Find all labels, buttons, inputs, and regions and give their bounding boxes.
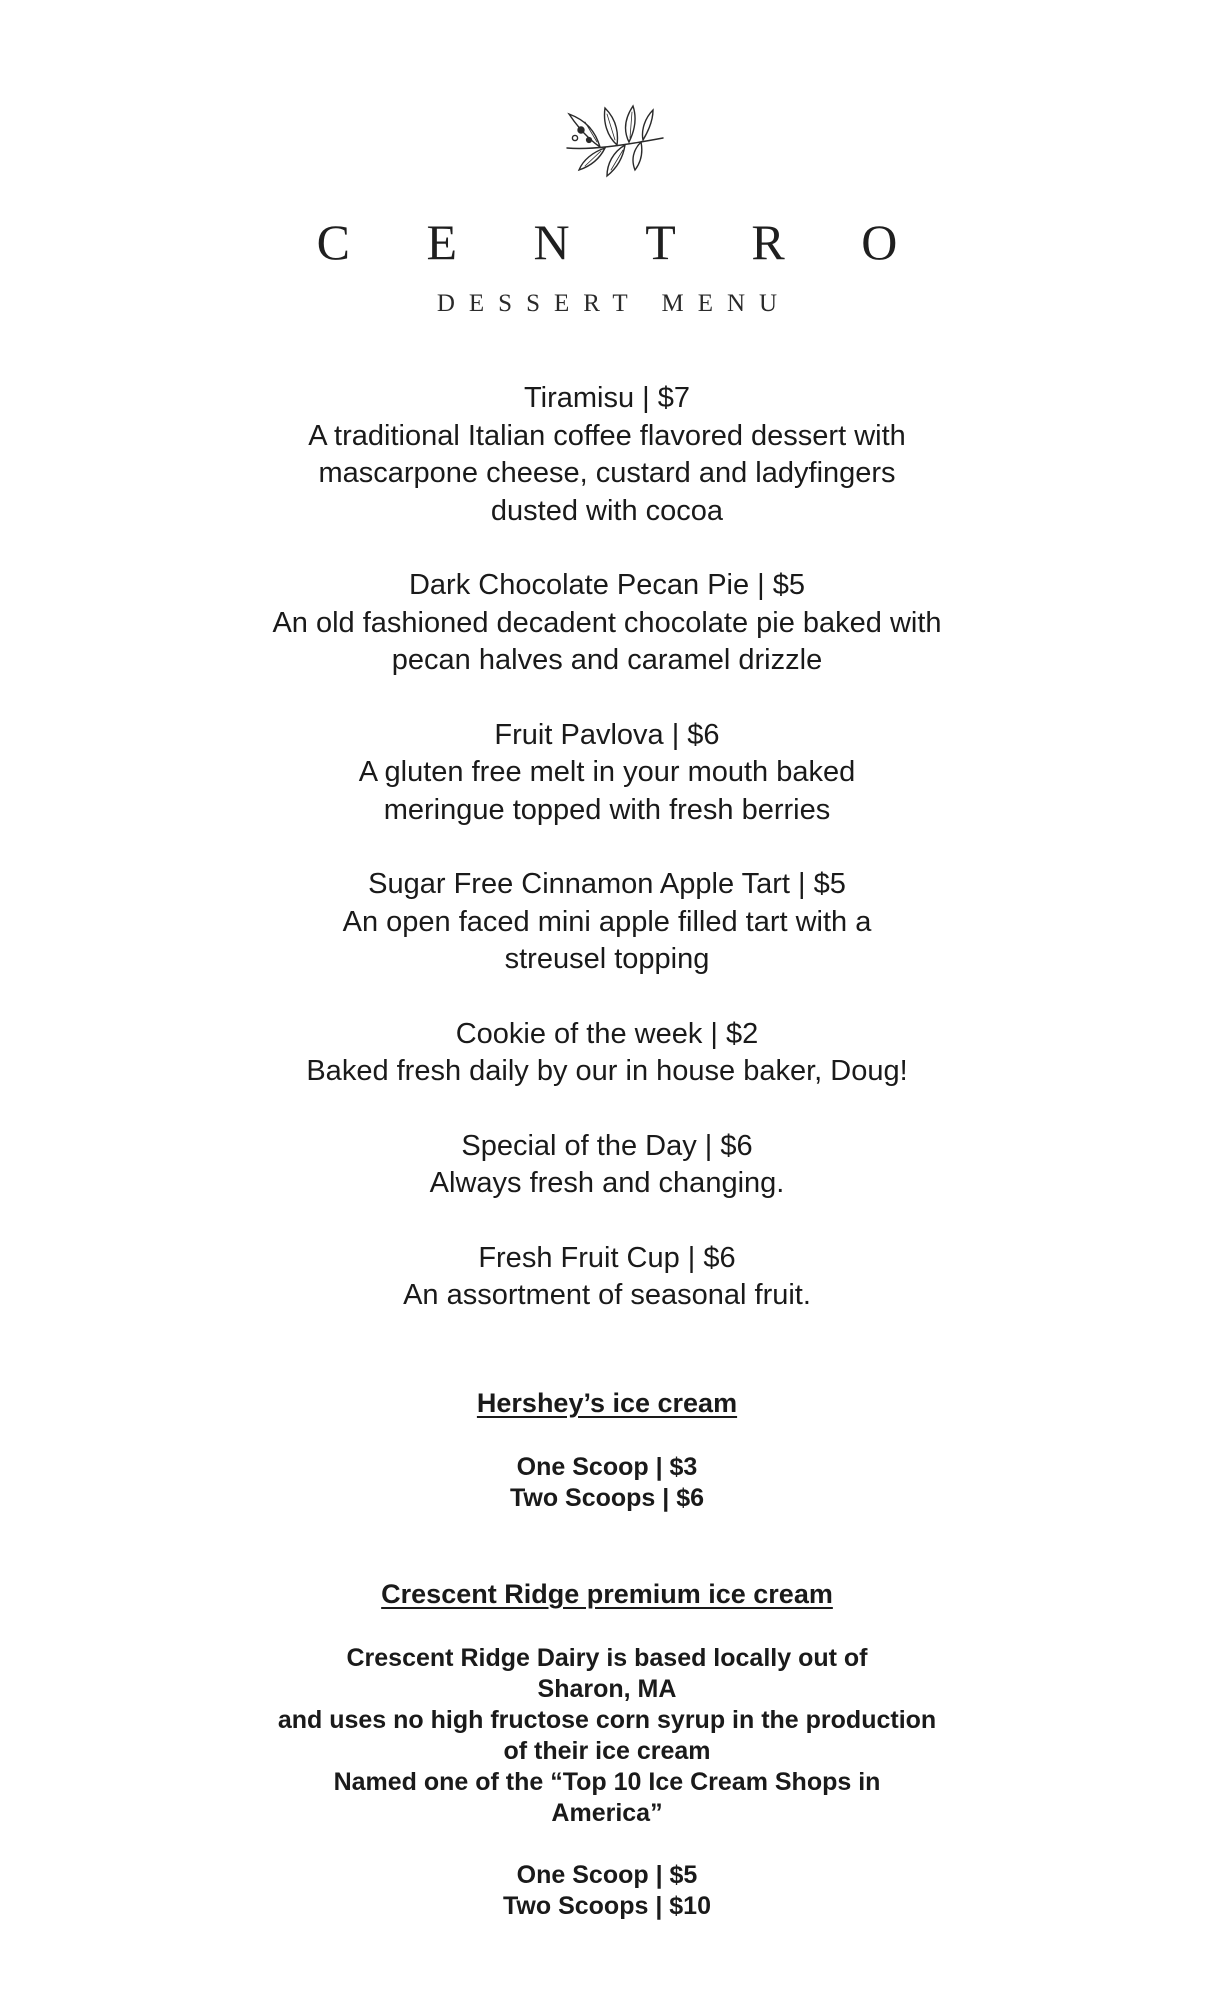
- item-title: Fresh Fruit Cup | $6: [478, 1241, 736, 1274]
- menu-item-apple-tart: [0, 866, 1214, 979]
- hershey-section: [0, 1388, 1214, 1514]
- brand-title: C E N T R O: [316, 214, 930, 270]
- item-title: Sugar Free Cinnamon Apple Tart | $5: [368, 868, 846, 900]
- menu-item-special: [0, 1128, 1214, 1203]
- hershey-one-scoop: One Scoop | $3: [516, 1453, 698, 1481]
- olive-branch-icon: [545, 100, 675, 180]
- dessert-items-list: [0, 380, 1214, 1352]
- crescent-heading: Crescent Ridge premium ice cream: [381, 1579, 833, 1609]
- item-description: Baked fresh daily by our in house baker, Doug!: [306, 1055, 908, 1087]
- menu-subtitle: DESSERT MENU: [436, 290, 792, 317]
- crescent-description-2: and uses no high fructose corn syrup in the production of their ice cream: [277, 1706, 937, 1765]
- menu-item-cookie: [0, 1016, 1214, 1091]
- menu-item-fruit-cup: [0, 1240, 1214, 1315]
- item-title: Dark Chocolate Pecan Pie | $5: [408, 569, 806, 601]
- menu-item-tiramisu: [0, 380, 1214, 530]
- item-title: Special of the Day | $6: [461, 1129, 753, 1162]
- item-description: Always fresh and changing.: [429, 1167, 785, 1199]
- item-description: An old fashioned decadent chocolate pie baked with pecan halves and caramel drizzle: [272, 606, 942, 676]
- hershey-two-scoops: Two Scoops | $6: [509, 1484, 705, 1512]
- item-title: Fruit Pavlova | $6: [494, 718, 720, 751]
- item-title: Cookie of the week | $2: [455, 1017, 759, 1050]
- item-description: A gluten free melt in your mouth baked meringue topped with fresh berries: [358, 756, 856, 826]
- item-description: A traditional Italian coffee flavored dessert with mascarpone cheese, custard and ladyfingers dusted with cocoa: [308, 419, 906, 527]
- hershey-heading: Hershey’s ice cream: [476, 1388, 738, 1418]
- crescent-section: [0, 1579, 1214, 1922]
- menu-item-pecan-pie: [0, 567, 1214, 680]
- item-title: Tiramisu | $7: [524, 382, 690, 414]
- crescent-one-scoop: One Scoop | $5: [516, 1861, 698, 1889]
- menu-item-pavlova: [0, 717, 1214, 830]
- crescent-description-1: Crescent Ridge Dairy is based locally out of Sharon, MA: [346, 1644, 868, 1703]
- item-description: An assortment of seasonal fruit.: [403, 1279, 811, 1311]
- crescent-description-3: Named one of the “Top 10 Ice Cream Shops in America”: [333, 1768, 881, 1827]
- crescent-two-scoops: Two Scoops | $10: [503, 1892, 711, 1920]
- item-description: An open faced mini apple filled tart with a streusel topping: [342, 905, 872, 975]
